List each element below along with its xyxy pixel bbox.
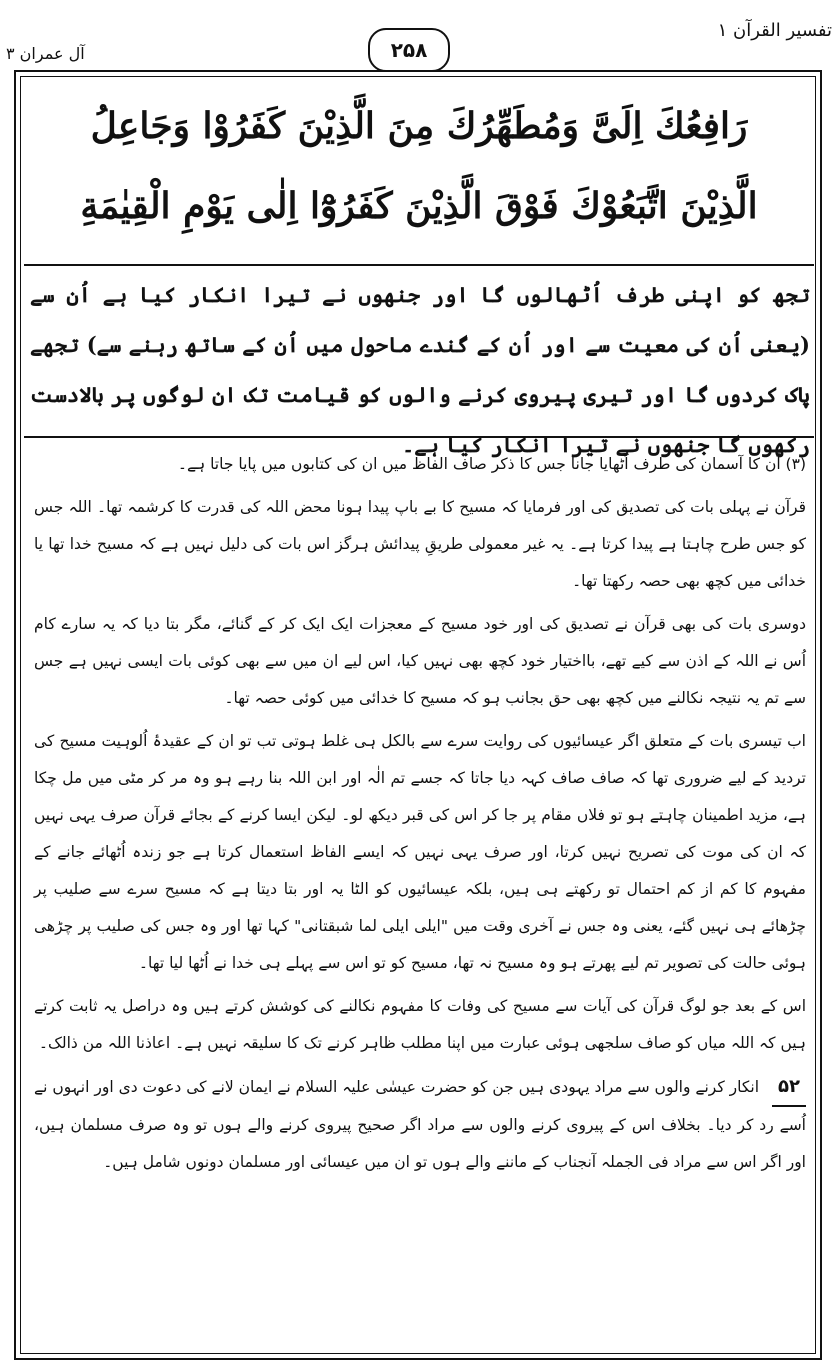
book-title: تفسیر القرآن ۱ [717, 20, 832, 41]
note-number: ۵۲ [772, 1068, 806, 1107]
note-52-text: انکار کرنے والوں سے مراد یہودی ہیں جن کو حضرت عیسٰی علیہ السلام نے ایمان لانے کی دعوت دی اور انہوں نے اُسے رد کر دیا۔ بخلاف اس کے پیروی کرنے والوں سے مراد اگر صحیح پیروی کرنے والے ہوں تو وہ صرف مسلمان ہیں، اور اگر اس سے مراد فی الجملہ آنجناب کے ماننے والے ہوں تو ان میں عیسائی اور مسلمان دونوں شامل ہیں۔ [34, 1078, 806, 1171]
verse-line-2: الَّذِیْنَ اتَّبَعُوْكَ فَوْقَ الَّذِیْنَ كَفَرُوْٓا اِلٰی یَوْمِ الْقِیٰمَةِ [80, 185, 758, 227]
page-header [0, 8, 840, 68]
page-number: ۲۵۸ [368, 28, 450, 72]
note-paragraph-1: (۳) اُن کا آسمان کی طرف اُٹھایا جانا جس کا ذکر صاف الفاظ میں ان کی کتابوں میں پایا جاتا ہے۔ [177, 455, 806, 473]
arabic-verse [24, 86, 814, 266]
divider [24, 436, 814, 438]
note-paragraph-5: اس کے بعد جو لوگ قرآن کی آیات سے مسیح کی وفات کا مفہوم نکالنے کی کوشش کرتے ہیں وہ دراصل یہ ثابت کرتے ہیں کہ اللہ میاں کو صاف سلجھی ہوئی عبارت میں اپنا مطلب ظاہر کرنے تک کا سلیقہ نہیں ہے۔ اعاذنا اللہ من ذالک۔ [34, 997, 806, 1052]
note-paragraph-3: دوسری بات کی بھی قرآن نے تصدیق کی اور خود مسیح کے معجزات ایک ایک کر کے گنائے، مگر بتا دیا کہ یہ سارے کام اُس نے اللہ کے اذن سے کیے تھے، بااختیار خود کچھ بھی نہیں کیا، اس لیے ان میں سے بھی کوئی بات ایسی نہیں ہے جس سے تم یہ نتیجہ نکالنے میں کچھ بھی حق بجانب ہو کہ مسیح کا خدائی میں کوئی حصہ تھا۔ [34, 615, 806, 707]
note-paragraph-4: اب تیسری بات کے متعلق اگر عیسائیوں کی روایت سرے سے بالکل ہی غلط ہوتی تب تو ان کے عقیدۂ اُلوہیت مسیح کی تردید کے لیے ضروری تھا کہ صاف صاف کہہ دیا جاتا کہ جسے تم الٰہ اور ابن اللہ بنا رہے ہو وہ مر کر مٹی میں مل چکا ہے، مزید اطمینان چاہتے ہو تو فلاں مقام پر جا کر اس کی قبر دیکھ لو۔ لیکن ایسا کرنے کے بجائے قرآن صرف یہی نہیں کہ ان کی موت کی تصریح نہیں کرتا، اور صرف یہی نہیں کہ ایسے الفاظ استعمال کرتا ہے جو زندہ اُٹھائے جانے کے مفہوم کا کم از کم احتمال تو رکھتے ہی ہیں، بلکہ عیسائیوں کو الٹا یہ اور بتا دیتا ہے کہ مسیح سرے سے صلیب پر چڑھائے ہی نہیں گئے، یعنی وہ جس نے آخری وقت میں "ایلی ایلی لما شبقتانی" کہا تھا اور وہ جس کی صلیب پر چڑھی ہوئی حالت کی تصویر تم لیے پھرتے ہو وہ مسیح نہ تھا، مسیح کو تو اس سے پہلے ہی خدا نے اُٹھا لیا تھا۔ [34, 732, 806, 972]
translation: تجھ کو اپنی طرف اُٹھالوں گا اور جنھوں نے تیرا انکار کیا ہے اُن سے (یعنی اُن کی معیت سے اور اُن کے گندے ماحول میں اُن کے ساتھ رہنے سے) تجھے پاک کردوں گا اور تیری پیروی کرنے والوں کو قیامت تک ان لوگوں پر بالادست رکھوں گا جنھوں نے تیرا انکار کیا ہے۔ [30, 282, 810, 457]
verse-line-1: رَافِعُكَ اِلَیَّ وَمُطَهِّرُكَ مِنَ الَّذِیْنَ كَفَرُوْا وَجَاعِلُ [90, 105, 748, 147]
surah-name: آل عمران ۳ [6, 44, 85, 63]
note-paragraph-2: قرآن نے پہلی بات کی تصدیق کی اور فرمایا کہ مسیح کا بے باپ پیدا ہونا محض اللہ کی قدرت کا کرشمہ تھا۔ اللہ جس کو جس طرح چاہتا ہے پیدا کرتا ہے۔ یہ غیر معمولی طریقِ پیدائش ہرگز اس بات کی دلیل نہیں ہے کہ مسیح خدا تھا یا خدائی میں کچھ بھی حصہ رکھتا تھا۔ [34, 498, 806, 590]
note-52 [34, 1068, 806, 1181]
commentary [34, 446, 806, 1187]
